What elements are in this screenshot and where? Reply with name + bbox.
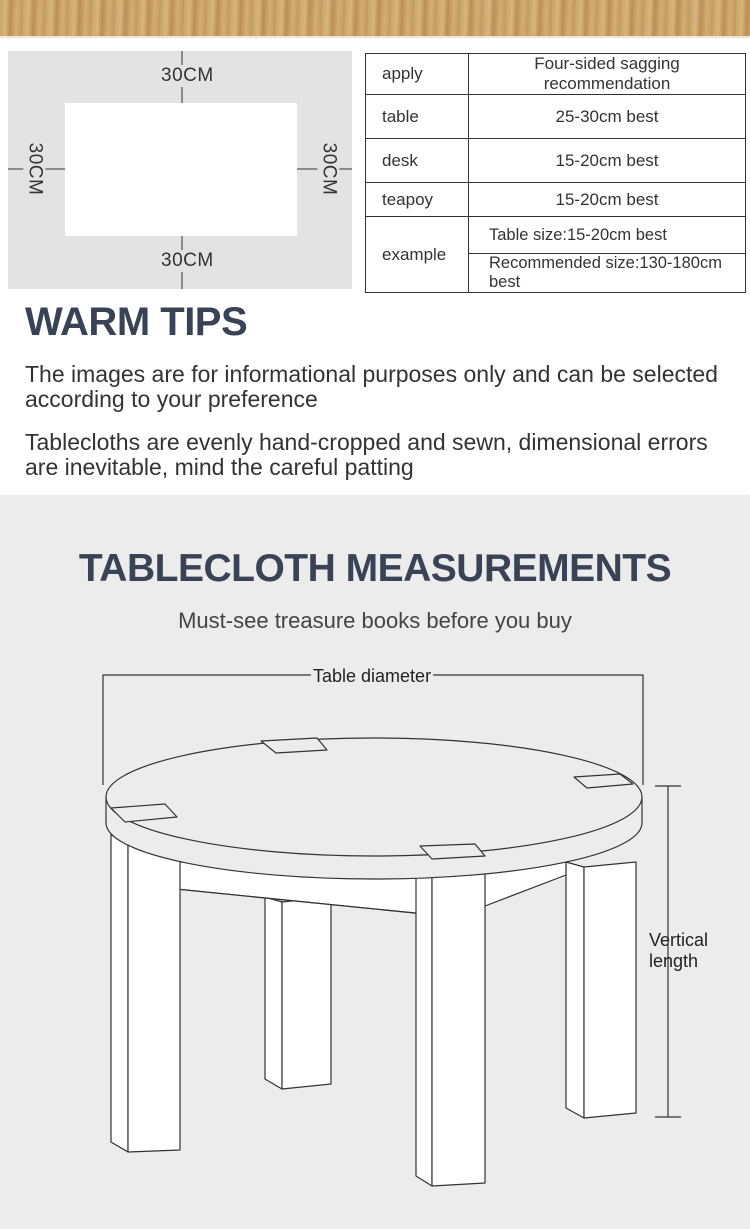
table-row (366, 183, 746, 217)
example-key: example (366, 217, 469, 293)
header-value: Four-sided sagging recommendation (469, 54, 746, 95)
wood-texture-banner (0, 0, 750, 38)
row-value: 15-20cm best (469, 139, 746, 183)
sagging-diagram (8, 51, 352, 289)
right-margin-label: 30CM (318, 142, 340, 196)
bottom-margin-label: 30CM (161, 250, 214, 271)
row-key: teapoy (366, 183, 469, 217)
warm-tip-1: The images are for informational purposes only and can be selected according to your preference (25, 361, 718, 412)
table-header-row (366, 54, 746, 95)
header-key: apply (366, 54, 469, 95)
vertical-length-label (649, 930, 708, 972)
measurements-subtitle: Must-see treasure books before you buy (178, 608, 572, 633)
warm-tip-2: Tablecloths are evenly hand-cropped and sewn, dimensional errors are inevitable, mind the careful patting (25, 429, 708, 480)
example-row (366, 217, 746, 254)
left-margin-label: 30CM (24, 142, 46, 196)
row-value: 15-20cm best (469, 183, 746, 217)
example-line-2: Recommended size:130-180cm best (469, 254, 746, 293)
table-row (366, 139, 746, 183)
example-line-1: Table size:15-20cm best (469, 217, 746, 254)
row-value: 25-30cm best (469, 95, 746, 139)
round-table-illustration (0, 495, 750, 1229)
table-diameter-label: Table diameter (313, 666, 432, 686)
top-margin-label: 30CM (161, 65, 214, 86)
vertical-length-line-1: Vertical (649, 930, 709, 950)
warm-tips-heading: WARM TIPS (25, 300, 248, 344)
row-key: desk (366, 139, 469, 183)
measurements-heading: TABLECLOTH MEASUREMENTS (78, 547, 672, 590)
row-key: table (366, 95, 469, 139)
table-row (366, 95, 746, 139)
sagging-spec-table (365, 53, 746, 293)
tabletop-surface (106, 738, 642, 856)
vertical-length-line-2: length (649, 951, 699, 971)
